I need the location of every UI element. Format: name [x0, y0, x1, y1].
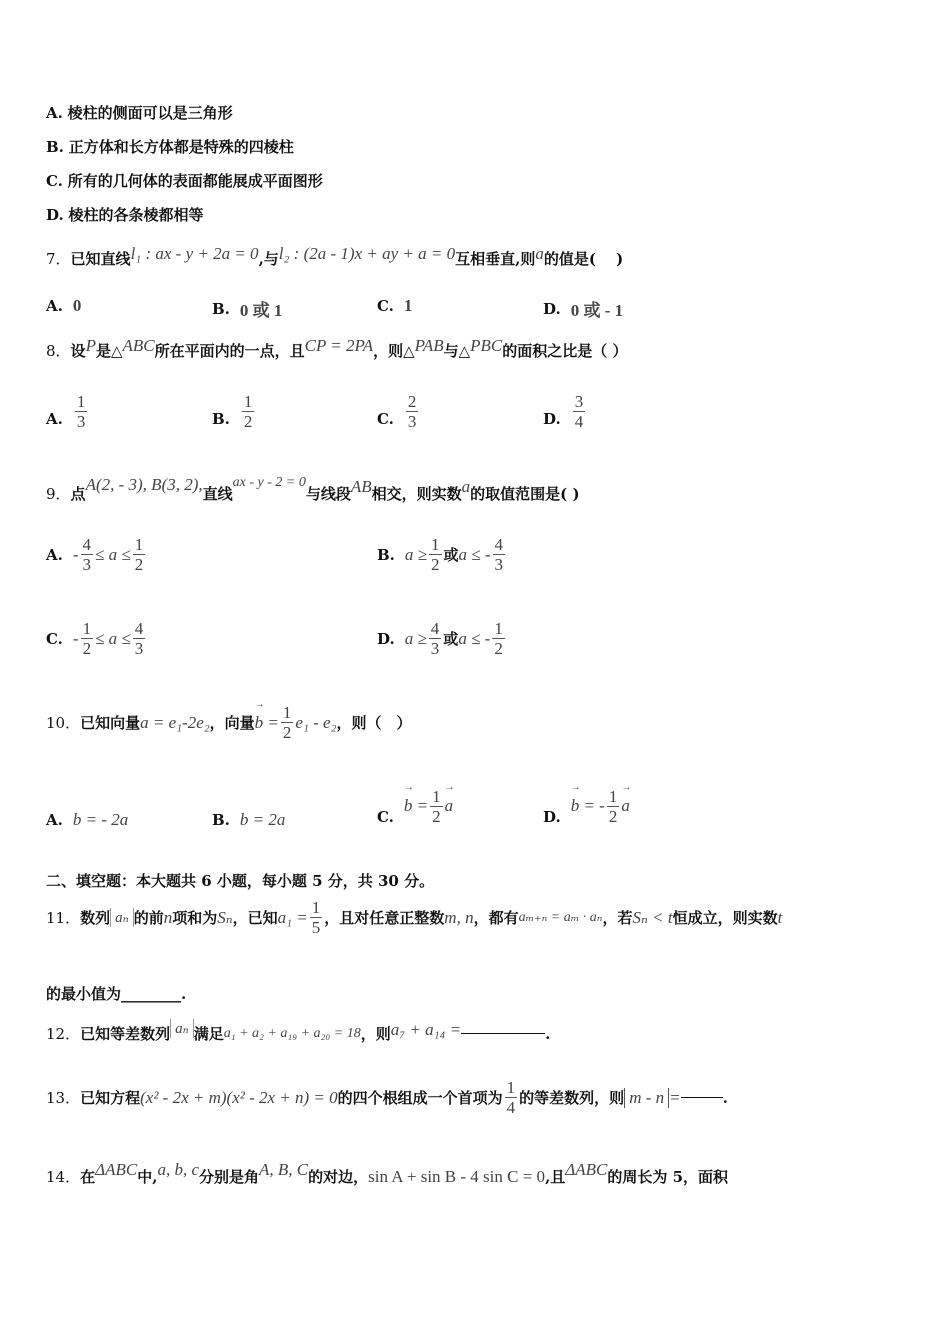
q8-text-1: 设 [70, 342, 86, 360]
q10-vector-b: → b = [255, 713, 279, 733]
option-label: B. [377, 545, 395, 564]
denominator: 4 [506, 1098, 516, 1117]
q10-option-b [212, 810, 285, 830]
option-label: A. [46, 297, 63, 315]
q8-option-b [212, 392, 256, 431]
q8-point-p: P [85, 335, 96, 355]
option-label: D. [543, 299, 561, 318]
denominator: 2 [494, 639, 503, 658]
numerator: 1 [243, 392, 253, 411]
q11-line-2: 的最小值为________. [46, 985, 187, 1003]
q11-a1: a₁ = [277, 907, 308, 927]
question-number: 10． [46, 714, 81, 732]
numerator: 1 [282, 703, 292, 722]
denominator: 2 [432, 806, 441, 826]
q6-option-b [46, 136, 294, 157]
q9-text-4: 相交，则实数 [371, 485, 462, 503]
q7-text-3: 互相垂直,则 [455, 250, 536, 268]
numerator: 1 [311, 898, 321, 917]
q7-text-4: 的值是( ) [543, 250, 624, 268]
option-text: 所有的几何体的表面都能展成平面图形 [67, 172, 323, 190]
option-middle: a ≤ - [458, 544, 491, 564]
q9-option-d [377, 619, 507, 658]
fraction [429, 619, 442, 658]
q7-option-c [377, 296, 412, 316]
question-11 [46, 898, 782, 937]
option-label: B. [212, 811, 230, 829]
fraction [133, 535, 146, 574]
denominator: 2 [282, 723, 292, 742]
q7-line-2-formula: l₂ : (2a - 1)x + ay + a = 0 [278, 243, 456, 263]
q8-text-6: 的面积之比是（ ） [502, 342, 628, 360]
denominator: 3 [407, 412, 417, 431]
q11-sequence: aₙ [110, 908, 134, 927]
q8-text-3: 所在平面内的一点，且 [154, 342, 305, 360]
q9-segment-ab: AB [350, 476, 372, 496]
numerator: 4 [430, 619, 440, 638]
option-text: 棱柱的侧面可以是三角形 [67, 104, 233, 122]
q6-option-d [46, 204, 204, 225]
q10-option-d [543, 786, 630, 826]
option-suffix: → a [621, 796, 630, 816]
option-prefix: → b = [404, 796, 428, 816]
q7-variable: a [535, 243, 544, 263]
q10-vector-b-rest: e₁ - e₂ [295, 712, 337, 732]
q7-option-b [212, 296, 282, 321]
q7-text-1: 已知直线 [70, 250, 131, 268]
denominator: 5 [311, 918, 321, 937]
q11-relation: aₘ₊ₙ = aₘ · aₙ [518, 910, 603, 925]
q14-equation: sin A + sin B - 4 sin C = 0 [368, 1166, 546, 1186]
option-label: D. [543, 409, 561, 428]
numerator: 1 [494, 619, 503, 638]
option-prefix: - [72, 544, 79, 564]
q10-option-a [46, 810, 128, 830]
numerator: 2 [407, 392, 417, 411]
q11-n: n [163, 907, 173, 927]
q13-absolute-value: m - n [624, 1088, 669, 1108]
option-prefix: a ≥ [404, 544, 427, 564]
q12-expression: a₇ + a₁₄ = [390, 1019, 462, 1039]
option-label: C. [377, 297, 394, 315]
numerator: 4 [82, 535, 92, 554]
denominator: 2 [431, 555, 440, 574]
option-or: 或 [443, 630, 459, 648]
fraction [505, 1078, 518, 1117]
numerator: 1 [432, 786, 441, 806]
q6-option-c [46, 170, 323, 191]
numerator: 1 [431, 535, 440, 554]
denominator: 2 [82, 639, 92, 658]
q11-text-1: 数列 [80, 909, 111, 927]
q14-text-3: 分别是角 [198, 1168, 259, 1186]
fraction [75, 392, 88, 431]
numerator: 1 [608, 786, 618, 806]
option-label: B. [46, 137, 64, 156]
fraction [133, 619, 146, 658]
option-label: A. [46, 811, 63, 829]
q9-option-a [46, 535, 147, 574]
denominator: 2 [608, 806, 618, 826]
q9-variable: a [461, 476, 471, 496]
question-8 [46, 335, 628, 361]
denominator: 3 [134, 639, 144, 658]
option-text: b = - 2a [72, 810, 129, 829]
option-prefix: a ≥ [404, 628, 427, 648]
fraction [406, 392, 419, 431]
fraction [573, 392, 586, 431]
question-number: 13． [46, 1089, 81, 1107]
q12-text-3: ，则 [360, 1025, 391, 1043]
denominator: 3 [494, 555, 504, 574]
fraction [310, 898, 323, 937]
option-or: 或 [443, 546, 459, 564]
fraction [430, 787, 443, 826]
numerator: 4 [494, 535, 504, 554]
q8-option-d [543, 392, 587, 431]
denominator: 2 [134, 555, 144, 574]
q11-inequality: Sₙ < t [632, 907, 673, 927]
q8-text-5: 与△ [443, 342, 471, 360]
q9-text-1: 点 [70, 485, 86, 503]
question-number: 9． [46, 485, 71, 503]
numerator: 3 [574, 392, 584, 411]
numerator: 1 [76, 392, 86, 411]
q7-option-d [543, 296, 623, 321]
q13-text-1: 已知方程 [80, 1089, 141, 1107]
question-number: 14． [46, 1168, 81, 1186]
question-14 [46, 1159, 729, 1187]
fraction [429, 535, 442, 574]
q14-text-6: 的周长为 5，面积 [607, 1168, 729, 1186]
q14-text-4: 的对边， [308, 1168, 369, 1186]
denominator: 4 [574, 412, 584, 431]
denominator: 3 [82, 555, 92, 574]
q11-t: t [777, 907, 783, 927]
option-label: A. [46, 409, 63, 428]
fraction [493, 535, 506, 574]
question-13 [46, 1078, 728, 1117]
q14-text-5: ,且 [545, 1168, 566, 1186]
q13-equation: (x² - 2x + m)(x² - 2x + n) = 0 [140, 1087, 338, 1107]
q8-condition: CP = 2PA [304, 335, 374, 355]
option-middle: a ≤ - [458, 628, 491, 648]
option-label: D. [46, 205, 64, 224]
q9-option-c [46, 619, 147, 658]
q11-sn: Sₙ [217, 907, 233, 927]
option-text: 0 [72, 296, 82, 315]
q9-text-3: 与线段 [305, 485, 351, 503]
option-prefix: - [72, 628, 79, 648]
q11-text-5: ，且对任意正整数 [324, 909, 445, 927]
q14-text-2: 中, [137, 1168, 158, 1186]
option-label: B. [212, 409, 230, 428]
option-middle: ≤ a ≤ [95, 628, 131, 648]
option-label: A. [46, 545, 63, 564]
denominator: 3 [76, 412, 86, 431]
option-label: C. [46, 171, 63, 190]
section-heading: 二、填空题：本大题共 6 小题，每小题 5 分，共 30 分。 [46, 872, 435, 890]
q12-condition: a₁ + a₂ + a₁₉ + a₂₀ = 18 [223, 1025, 361, 1041]
fraction [281, 703, 294, 742]
question-number: 12． [46, 1025, 81, 1043]
option-middle: ≤ a ≤ [95, 544, 131, 564]
q11-text-7: ，若 [602, 909, 633, 927]
denominator: 3 [430, 639, 440, 658]
fraction [81, 619, 94, 658]
option-text: 1 [403, 296, 413, 315]
q11-text-8: 恒成立，则实数 [672, 909, 778, 927]
q13-text-3: 的等差数列，则 [519, 1089, 625, 1107]
q7-option-a [46, 296, 81, 316]
q12-sequence: aₙ [170, 1019, 194, 1038]
q10-text-1: 已知向量 [80, 714, 141, 732]
q13-text-2: 的四个根组成一个首项为 [337, 1089, 503, 1107]
q7-text-2: ,与 [258, 250, 279, 268]
q11-mn: m, n [444, 907, 474, 927]
option-text: 正方体和长方体都是特殊的四棱柱 [68, 138, 294, 156]
q8-text-4: ，则△ [373, 342, 415, 360]
q12-text-4: . [545, 1024, 551, 1043]
question-7 [46, 243, 624, 269]
numerator: 1 [134, 535, 144, 554]
q8-triangle-pab: PAB [414, 335, 444, 355]
option-label: D. [377, 629, 395, 648]
q7-line-1-formula: l₁ : ax - y + 2a = 0 [130, 243, 259, 263]
q13-equals: = [669, 1087, 681, 1107]
q6-option-a [46, 102, 233, 123]
option-label: C. [377, 808, 394, 826]
fraction [492, 619, 505, 658]
q10-text-2: ，向量 [209, 714, 255, 732]
question-9 [46, 474, 580, 504]
denominator: 2 [243, 412, 253, 431]
q9-text-2: 直线 [202, 485, 233, 503]
q14-triangle: ΔABC [95, 1159, 138, 1179]
q9-points: A(2, - 3), B(3, 2), [85, 474, 203, 494]
q12-text-1: 已知等差数列 [80, 1025, 171, 1043]
q8-triangle-pbc: PBC [470, 335, 503, 355]
q8-option-c [377, 392, 420, 431]
option-label: A. [46, 103, 63, 122]
question-12 [46, 1019, 551, 1044]
numerator: 1 [82, 619, 92, 638]
q11-text-4: ，已知 [232, 909, 278, 927]
option-text: b = 2a [239, 810, 286, 829]
option-text: 0 或 - 1 [570, 301, 624, 320]
q9-text-5: 的取值范围是( ) [470, 485, 580, 503]
q14-sides: a, b, c [157, 1159, 199, 1179]
numerator: 1 [506, 1078, 516, 1097]
option-label: C. [377, 409, 394, 428]
q13-text-4: . [722, 1088, 728, 1107]
q14-angles: A, B, C [259, 1159, 309, 1179]
q10-vector-a: a = e₁-2e₂ [140, 712, 210, 732]
q11-text-3: 项和为 [172, 909, 218, 927]
q9-line-equation: ax - y - 2 = 0 [232, 474, 306, 490]
option-label: B. [212, 299, 230, 318]
q10-text-3: ，则（ ） [336, 714, 412, 732]
q11-text-2: 的前 [133, 909, 164, 927]
answer-blank[interactable] [461, 1033, 545, 1034]
option-label: D. [543, 808, 561, 826]
question-number: 7． [46, 250, 71, 268]
option-text: 0 或 1 [239, 301, 283, 320]
q9-option-b [377, 535, 507, 574]
fraction [242, 392, 255, 431]
numerator: 4 [134, 619, 144, 638]
q8-text-2: 是△ [95, 342, 123, 360]
q10-option-c [377, 786, 453, 826]
question-10 [46, 703, 412, 742]
q14-triangle-2: ΔABC [565, 1159, 608, 1179]
q8-option-a [46, 392, 89, 431]
option-text: 棱柱的各条棱都相等 [68, 206, 204, 224]
option-label: C. [46, 629, 63, 648]
q14-text-1: 在 [80, 1168, 96, 1186]
option-prefix: → b = - [571, 796, 605, 816]
question-number: 11． [46, 909, 81, 927]
option-suffix: → a [445, 796, 454, 816]
q8-triangle-abc: ABC [122, 335, 155, 355]
fraction [607, 787, 620, 826]
answer-blank[interactable] [681, 1097, 723, 1098]
q11-text-6: ，都有 [473, 909, 519, 927]
question-number: 8． [46, 342, 71, 360]
fraction [81, 535, 94, 574]
q12-text-2: 满足 [193, 1025, 224, 1043]
